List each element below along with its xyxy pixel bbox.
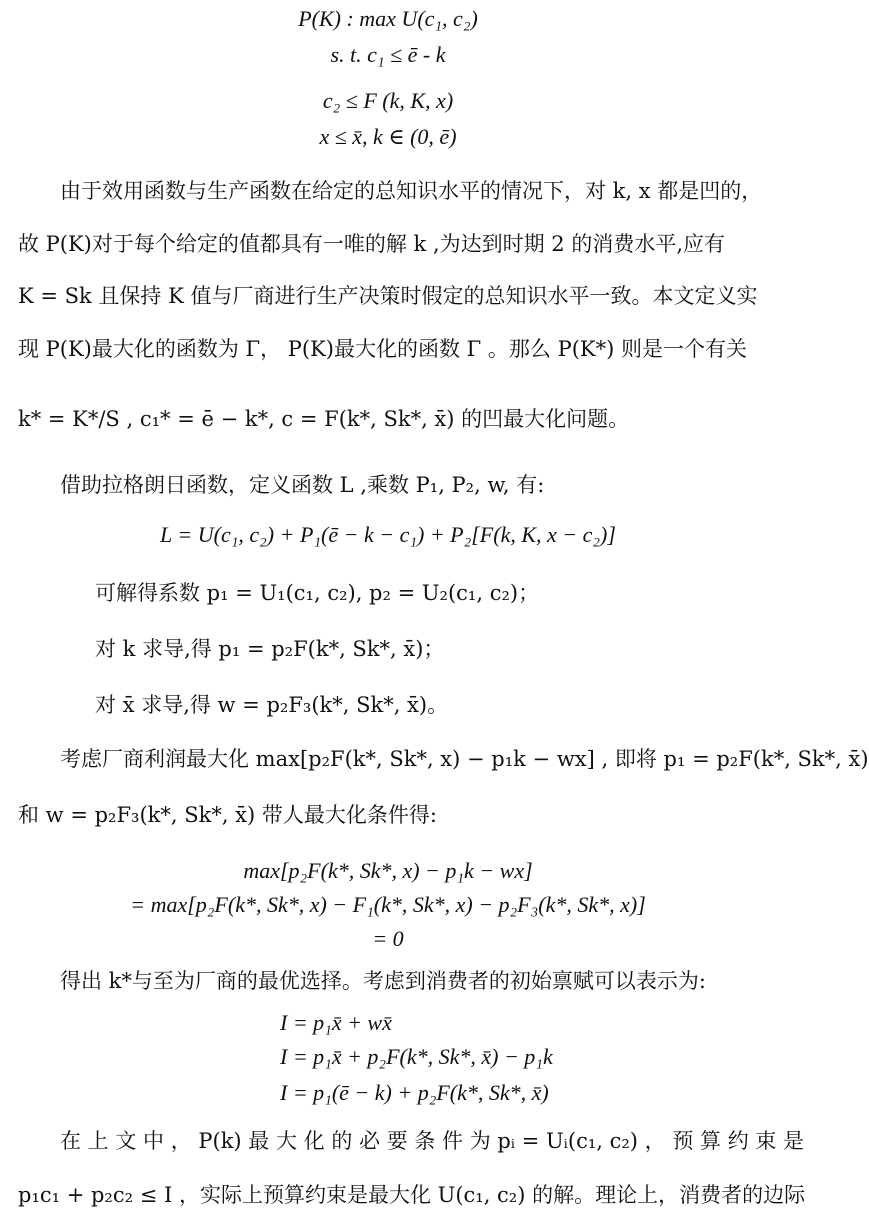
- problem-constraint-1: s. t. c₁ ≤ ē - k: [330, 42, 446, 67]
- income-equation-1: I = p₁x̄ + wx̄: [280, 1010, 392, 1035]
- income-equation-3: I = p₁(ē − k) + p₂F(k*, Sk*, x̄): [280, 1080, 549, 1105]
- para1-line5: k* = K*/S , c₁* = ē − k*, c = F(k*, Sk*, x̄) 的凹最大化问题。: [18, 407, 630, 431]
- para1-line4: 现 P(K)最大化的函数为 Γ， P(K)最大化的函数 Γ 。那么 P(K*) 则是一个有关: [18, 337, 747, 361]
- max-equation-3: = 0: [372, 926, 404, 951]
- problem-constraint-2: c₂ ≤ F (k, K, x): [322, 88, 454, 113]
- max-equation-1: max[p₂F(k*, Sk*, x) − p₁k − wx]: [243, 858, 533, 883]
- problem-constraint-3: x ≤ x̄, k ∈ (0, ē): [319, 124, 457, 149]
- para5-line2: p₁c₁ + p₂c₂ ≤ I ，实际上预算约束是最大化 U(c₁, c₂) 的解。理论上，消费者的边际: [18, 1183, 806, 1207]
- para1-line2: 故 P(K)对于每个给定的值都具有一唯的解 k ,为达到时期 2 的消费水平,应有: [18, 232, 726, 256]
- problem-objective: P(K) : max U(c₁, c₂): [298, 6, 478, 31]
- derivative-x-line: 对 x̄ 求导,得 w = p₂F₃(k*, Sk*, x̄)。: [95, 693, 449, 717]
- coefficient-line: 可解得系数 p₁ = U₁(c₁, c₂), p₂ = U₂(c₁, c₂)；: [95, 581, 540, 605]
- para4-line1: 得出 k*与至为厂商的最优选择。考虑到消费者的初始禀赋可以表示为:: [60, 969, 706, 993]
- para3-line2: 和 w = p₂F₃(k*, Sk*, x̄) 带人最大化条件得:: [18, 803, 437, 827]
- para1-line3: K = Sk 且保持 K 值与厂商进行生产决策时假定的总知识水平一致。本文定义实: [18, 284, 758, 308]
- para1-line1: 由于效用函数与生产函数在给定的总知识水平的情况下，对 k, x 都是凹的，: [60, 179, 763, 203]
- para2-intro: 借助拉格朗日函数，定义函数 L ,乘数 P₁, P₂, w, 有:: [60, 473, 545, 497]
- lagrangian-equation: L = U(c₁, c₂) + P₁(ē − k − c₁) + P₂[F(k, K, x − c₂)]: [160, 522, 616, 547]
- para3-line1: 考虑厂商利润最大化 max[p₂F(k*, Sk*, x) − p₁k − wx] , 即将 p₁ = p₂F(k*, Sk*, x̄): [60, 747, 869, 771]
- max-equation-2: = max[p₂F(k*, Sk*, x) − F₁(k*, Sk*, x) − p₂F₃(k*, Sk*, x)]: [130, 892, 646, 917]
- derivative-k-line: 对 k 求导,得 p₁ = p₂F(k*, Sk*, x̄)；: [95, 637, 445, 661]
- income-equation-2: I = p₁x̄ + p₂F(k*, Sk*, x̄) − p₁k: [280, 1044, 553, 1069]
- para5-line1: 在 上 文 中 ， P(k) 最 大 化 的 必 要 条 件 为 pᵢ = Uᵢ(c₁, c₂) ， 预 算 约 束 是: [60, 1129, 805, 1153]
